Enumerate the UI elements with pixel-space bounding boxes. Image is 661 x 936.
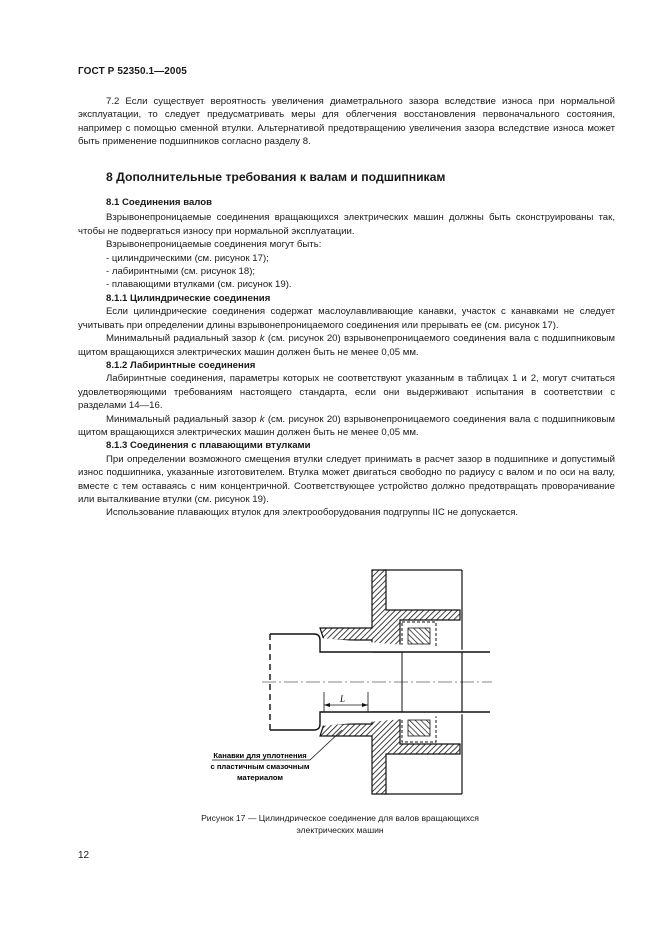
- section-8-heading: 8 Дополнительные требования к валам и подшипникам: [106, 169, 446, 184]
- list-item: - цилиндрическими (см. рисунок 17);: [106, 252, 269, 264]
- symbol-k: k: [259, 413, 265, 425]
- caption-line-1: Рисунок 17 — Цилиндрическое соединение для валов вращающихся: [201, 813, 479, 823]
- section-8-1-3-heading: 8.1.3 Соединения с плавающими втулками: [106, 440, 311, 452]
- list-item: - плавающими втулками (см. рисунок 19).: [106, 279, 292, 291]
- paragraph-7-2: 7.2 Если существует вероятность увеличения диаметрального зазора вследствие износа при нормальной эксплуатации, то следует предусматривать меры для облегчения восстановления первоначального состояния, например с помощью сменной втулки. Альтернативой предотвращению увеличения зазора вследствие износа может быть применение подшипников согласно разделу 8.: [78, 96, 615, 148]
- page-body: [78, 95, 615, 520]
- dimension-arrow: [362, 703, 368, 707]
- document-header: ГОСТ Р 52350.1—2005: [78, 66, 187, 77]
- annotation-line-1: Канавки для уплотнения: [213, 751, 307, 760]
- annotation-line-2: с пластичным смазочным: [210, 762, 310, 771]
- figure-caption: [100, 812, 580, 836]
- symbol-k: k: [259, 333, 265, 345]
- paragraph-8-1-2-b: [78, 413, 615, 440]
- list-item: - лабиринтными (см. рисунок 18);: [106, 266, 256, 278]
- paragraph-8-1-1-b: [78, 332, 615, 359]
- paragraph-8-1-intro: Взрывонепроницаемые соединения вращающихся электрических машин должны быть сконструированы так, чтобы не подвергаться износу при нормальной эксплуатации.: [78, 212, 615, 237]
- bolt-head-lower: [408, 720, 430, 736]
- page-number: 12: [78, 850, 90, 861]
- paragraph-8-1-1-a: Если цилиндрические соединения содержат маслоулавливающие канавки, участок с канавками не следует учитывать при определении длины взрывонепроницаемого соединения или прерывать ее (см. рисунок 17).: [78, 306, 615, 331]
- bolt-head-upper: [408, 628, 430, 644]
- text-run: (см. рисунок 20) взрывонепроницаемого соединения вала с подшипниковым щитом вращающихся электрических машин должен быть не менее 0,05 мм.: [78, 333, 615, 358]
- annotation-line-3: материалом: [236, 773, 284, 782]
- section-8-1-heading: 8.1 Соединения валов: [106, 197, 213, 209]
- paragraph-8-1-3-a: При определении возможного смещения втулки следует принимать в расчет зазор в подшипнике и допустимый износ подшипника, указанные изготовителем. Втулка может двигаться свободно по радиусу с валом и по оси на валу, вместе с тем оставаясь с ним концентричной. Соответствующее устройство должно предотвращать проворачивание или выталкивание втулки (см. рисунок 19).: [78, 453, 615, 505]
- bearing-shield-lower: [320, 712, 460, 794]
- section-8-1-1-heading: 8.1.1 Цилиндрические соединения: [106, 292, 271, 304]
- dimension-arrow: [324, 703, 330, 707]
- paragraph-8-1-2-a: Лабиринтные соединения, параметры которых не соответствуют указанным в таблицах 1 и 2, могут считаться удовлетворяющими требованиям настоящего стандарта, если они выдерживают испытания в соответствии с разделами 14—16.: [78, 373, 615, 412]
- text-run: (см. рисунок 20) взрывонепроницаемого соединения вала с подшипниковым щитом вращающихся электрических машин должен быть не менее 0,05 мм.: [78, 413, 615, 438]
- dimension-label-L: L: [340, 694, 346, 704]
- text-run: Минимальный радиальный зазор: [106, 333, 260, 345]
- text-run: Минимальный радиальный зазор: [106, 413, 260, 425]
- bearing-shield-upper: [320, 570, 460, 652]
- paragraph-8-1-list-lead: Взрывонепроницаемые соединения могут быть:: [106, 239, 322, 251]
- caption-line-2: электрических машин: [296, 825, 384, 835]
- section-8-1-2-heading: 8.1.2 Лабиринтные соединения: [106, 359, 256, 371]
- figure-17-drawing: [210, 562, 492, 807]
- paragraph-8-1-3-b: Использование плавающих втулок для электрооборудования подгруппы IIC не допускается.: [106, 507, 519, 519]
